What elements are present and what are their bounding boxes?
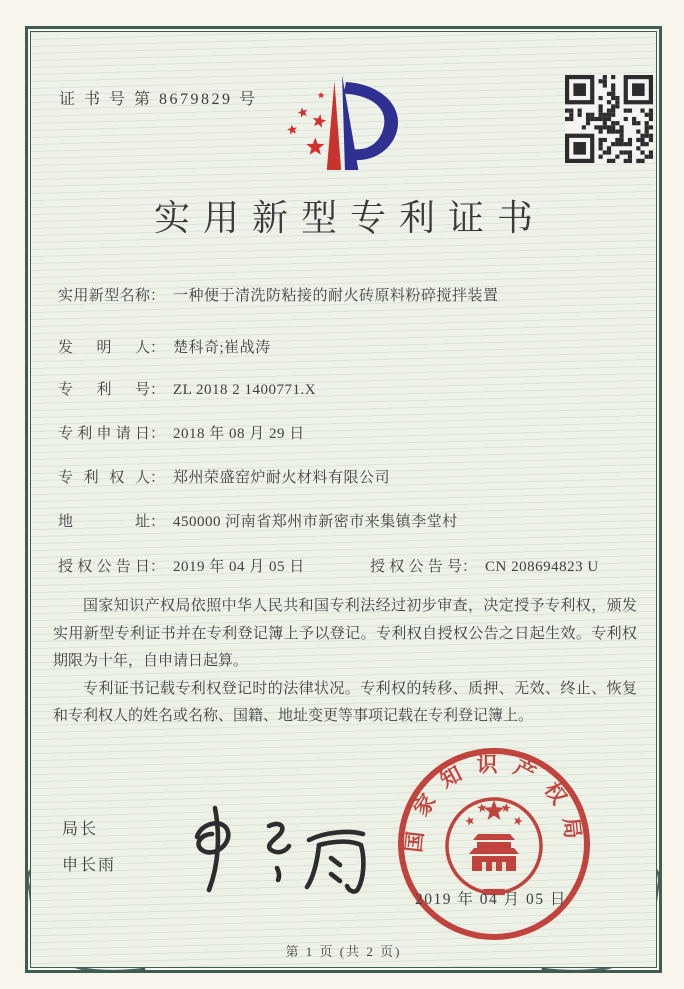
grant-number-pair: 授权公告号： CN 208694823 U: [370, 555, 599, 576]
field-label: 授权公告日: [58, 559, 150, 575]
page-number: 第 1 页 (共 2 页): [285, 944, 402, 959]
field-value: 2018 年 08 月 29 日: [173, 426, 305, 442]
field-value: 楚科奇;崔战涛: [173, 340, 271, 356]
certificate-number: 证 书 号 第 8679829 号: [59, 91, 258, 108]
field-row-inventor: 发明人： 楚科奇;崔战涛: [58, 336, 636, 357]
field-label: 专利号: [58, 382, 150, 398]
field-value: CN 208694823 U: [485, 559, 599, 575]
cnipa-logo-icon: [277, 68, 411, 184]
field-label: 授权公告号: [370, 559, 462, 575]
field-row-filing-date: 专利申请日： 2018 年 08 月 29 日: [58, 422, 636, 443]
field-label: 实用新型名称: [58, 288, 150, 304]
field-value: 2019 年 04 月 05 日: [173, 559, 305, 575]
field-row-name: 实用新型名称： 一种便于清洗防粘接的耐火砖原料粉碎搅拌装置: [58, 284, 636, 305]
field-label: 专利权人: [58, 470, 150, 486]
signer-name: 申长雨: [62, 857, 117, 874]
legal-paragraph: 专利证书记载专利权登记时的法律状况。专利权的转移、质押、无效、终止、恢复和专利权人的姓名或名称、国籍、地址变更等事项记载在专利登记簿上。: [53, 680, 637, 724]
field-value: 一种便于清洗防粘接的耐火砖原料粉碎搅拌装置: [173, 288, 499, 304]
field-row-address: 地址： 450000 河南省郑州市新密市来集镇李堂村: [58, 510, 636, 531]
field-row-patent-number: 专利号： ZL 2018 2 1400771.X: [58, 378, 636, 399]
signer-block: [62, 816, 116, 888]
field-label: 发明人: [58, 340, 150, 356]
seal-date: 2019 年 04 月 05 日: [415, 891, 567, 908]
field-value: ZL 2018 2 1400771.X: [173, 382, 317, 398]
field-value: 450000 河南省郑州市新密市来集镇李堂村: [173, 514, 458, 530]
field-row-patentee: 专利权人： 郑州荣盛窑炉耐火材料有限公司: [58, 466, 636, 487]
official-seal: [394, 744, 594, 944]
field-label: 专利申请日: [58, 426, 150, 442]
signer-title: 局长: [62, 821, 99, 838]
signature-handwriting: [157, 790, 375, 898]
field-row-grant: 授权公告日： 2019 年 04 月 05 日 授权公告号： CN 208694823 U: [58, 555, 636, 576]
field-value: 郑州荣盛窑炉耐火材料有限公司: [173, 470, 391, 486]
certificate-border: [25, 26, 662, 973]
legal-text: [53, 593, 637, 731]
qr-code: [565, 75, 653, 163]
national-emblem-icon: [447, 799, 541, 895]
field-label: 地址: [58, 514, 150, 530]
seal-text: 国家知识产权局: [401, 752, 587, 854]
certificate-title: 实用新型专利证书: [153, 198, 546, 238]
certificate-body: [31, 32, 656, 967]
legal-paragraph: 国家知识产权局依照中华人民共和国专利法经过初步审查，决定授予专利权，颁发实用新型专利证书并在专利登记簿上予以登记。专利权自授权公告之日起生效。专利权期限为十年，自申请日起算。: [53, 598, 637, 669]
